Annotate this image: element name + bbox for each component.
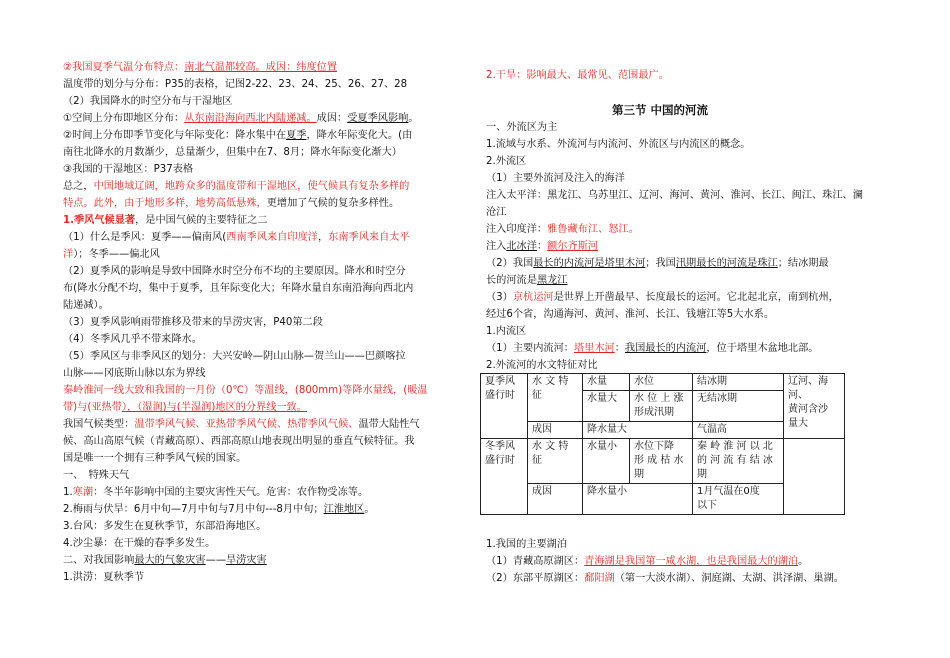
line-lakes: 1.我国的主要湖泊 xyxy=(486,539,568,550)
line-monsoon-title: 1.季风气候显著，是中国气候的主要特征之二 xyxy=(63,215,268,226)
line-drought: 2.干旱：影响最大、最常见、范围最广。 xyxy=(486,70,669,81)
table-row xyxy=(481,439,845,484)
line-precip-heading: （2）我国降水的时空分布与干湿地区 xyxy=(63,96,233,107)
circled-number: ② xyxy=(63,62,73,73)
text-segment: 我国夏季气温分布特点： xyxy=(72,62,185,73)
line-temporal-distribution: ②时间上分布即季节变化与年际变化：降水集中在夏季，降水年际变化大。(由 xyxy=(63,130,413,141)
table-cell: 水 位 上 涨 形成汛期 xyxy=(630,391,693,422)
line-summary-2: 特点。此外，由于地形多样，地势高低悬殊，更增加了气候的复杂多样性。 xyxy=(63,198,400,209)
line-text: （5）季风区与非季风区的划分：大兴安岭—阴山山脉—贺兰山——巴颜喀拉 xyxy=(63,351,406,362)
line-flood: 1.洪涝：夏秋季节 xyxy=(63,572,145,583)
line-sandstorm: 4.沙尘暴：在干燥的春季多发生。 xyxy=(63,538,216,549)
table-cell: 降水量小 xyxy=(583,484,693,515)
line-arctic: 注入北冰洋：额尔齐斯河 xyxy=(486,241,599,252)
line-text: 2.外流区 xyxy=(486,156,527,167)
line-pacific: 注入太平洋：黑龙江、乌苏里江、辽河、海河、黄河、淮河、长江、闽江、珠江、澜 xyxy=(486,190,863,201)
table-cell: 1月气温在0度 以下 xyxy=(693,484,784,515)
line-qinling-huaihe-2: 带)与(亚热带），（湿润)与(半湿润)地区的分界线一致。 xyxy=(63,402,307,413)
line-text: 1.流域与水系、外流河与内流河、外流区与内流区的概念。 xyxy=(486,139,751,150)
line-text: （3）夏季风影响雨带推移及带来的旱涝灾害，P40第二段 xyxy=(63,317,323,328)
line-summer-temp xyxy=(63,61,337,74)
highlight-text: 从东南沿海向西北内陆递减。 xyxy=(184,113,317,124)
table-cell: 成因 xyxy=(528,422,583,439)
line-monsoon-def: （1）什么是季风：夏季——偏南风(西南季风来自印度洋，东南季风来自太平 xyxy=(63,232,410,243)
table-cell: 水量大 xyxy=(583,391,630,422)
line-text: 经过6个省，沟通海河、黄河、淮河、长江、钱塘江等5大水系。 xyxy=(486,309,775,320)
line-canal: （3）京杭运河是世界上开凿最早、长度最长的运河。它北起北京，南到杭州， xyxy=(486,292,839,303)
line-text: 山脉——冈底斯山脉以东为界线 xyxy=(63,368,206,379)
line-monsoon-def-2: 洋）；冬季——偏北风 xyxy=(63,249,160,260)
table-cell xyxy=(784,439,845,515)
section-title: 第三节 中国的河流 xyxy=(612,103,709,117)
line-disaster: 二、对我国影响最大的气象灾害——旱涝灾害 xyxy=(63,555,267,566)
line-spatial-distribution: ①空间上分布即地区分布：从东南沿海向西北内陆递减。成因：受夏季风影响。 xyxy=(63,113,419,124)
line-cold-wave: 1.寒潮：冬半年影响中国的主要灾害性天气。危害：农作物受冻等。 xyxy=(63,487,369,498)
table-row xyxy=(481,374,845,391)
table-cell: 无结冰期 xyxy=(693,391,784,422)
line-text: ③我国的干湿地区：P37表格 xyxy=(63,164,194,175)
line-meiyu: 2.梅雨与伏旱：6月中旬—7月中旬与7月中旬---8月中旬；江淮地区。 xyxy=(63,504,375,515)
line-text: 沧江 xyxy=(486,207,507,218)
line-text: （4）冬季风几乎不带来降水。 xyxy=(63,334,202,345)
line-text: 候、高山高原气候（青藏高原）、西部高原山地表现出明显的垂直气候特征。我 xyxy=(63,436,415,447)
line-climate-types: 我国气候类型：温带季风气候、亚热带季风气候、热带季风气候、温带大陆性气 xyxy=(63,419,420,430)
table-cell: 水量 xyxy=(583,374,630,391)
line-text: 2.外流河的水文特征对比 xyxy=(486,360,598,371)
line-special-weather: 一、 特殊天气 xyxy=(63,470,130,481)
line-indian-ocean: 注入印度洋：雅鲁藏布江、怒江。 xyxy=(486,224,639,235)
table-cell: 降水量大 xyxy=(583,422,693,439)
line-text: 一、外流区为主 xyxy=(486,122,558,133)
line-typhoon: 3.台风：多发生在夏秋季节，东部沿海地区。 xyxy=(63,521,267,532)
table-cell: 水位 xyxy=(630,374,693,391)
line-text: 布(降水分配不均，集中于夏季，且年际变化大；年降水量自东南沿海向西北内 xyxy=(63,283,414,294)
table-cell: 气温高 xyxy=(693,422,784,439)
line-text: （1）主要外流河及注入的海洋 xyxy=(486,173,625,184)
line-text: 南往北降水的月数渐少，总量渐少，但集中在7、8月；降水年际变化渐大） xyxy=(63,147,402,158)
table-cell: 水量小 xyxy=(583,439,630,484)
line-text: （2）夏季风的影响是导致中国降水时空分布不均的主要原因。降水和时空分 xyxy=(63,266,406,277)
table-cell: 秦 岭 淮 河 以 北 的 河 流 有 结 冰 期 xyxy=(693,439,784,484)
line-temp-zones: 温度带的划分与分布：P35的表格，记图2-22、23、24、25、26、27、28 xyxy=(63,79,408,90)
table-cell: 成因 xyxy=(528,484,583,515)
line-longest-river: （2）我国最长的内流河是塔里木河；我国汛期最长的河流是珠江；结冰期最 xyxy=(486,258,829,269)
table-cell: 冬季风 盛行时 xyxy=(481,439,528,515)
table-cell: 水 文 特 征 xyxy=(528,374,583,422)
table-cell: 水 文 特 征 xyxy=(528,439,583,484)
line-qinghai-lake: （1）青藏高原湖区：青海湖是我国第一咸水湖，也是我国最大的湖泊。 xyxy=(486,556,809,567)
table-cell: 结冰期 xyxy=(693,374,784,391)
table-cell: 夏季风 盛行时 xyxy=(481,374,528,439)
line-text: 1.内流区 xyxy=(486,326,527,337)
line-poyang-lake: （2）东部平原湖区：鄱阳湖（第一大淡水湖）、洞庭湖、太湖、洪泽湖、巢湖。 xyxy=(486,573,844,584)
table-cell: 辽河、海 河、 黄河含沙 量大 xyxy=(784,374,845,439)
table-cell: 水位下降 形 成 枯 水 期 xyxy=(630,439,693,484)
hydrology-table xyxy=(480,373,845,515)
line-inland-river: （1）主要内流河：塔里木河：我国最长的内流河，位于塔里木盆地北部。 xyxy=(486,343,819,354)
line-qinling-huaihe: 秦岭淮河一线大致和我国的一月份（0℃）等温线，(800mm)等降水量线，(暖温 xyxy=(63,385,428,396)
line-heilongjiang: 长的河流是黑龙江 xyxy=(486,275,568,286)
line-text: 陆递减）。 xyxy=(63,300,109,311)
highlight-text: 南北气温都较高。成因：纬度位置 xyxy=(184,62,338,73)
line-text: 国是唯一一个拥有三种季风气候的国家。 xyxy=(63,453,247,464)
line-summary: 总之，中国地域辽阔，地跨众多的温度带和干湿地区，使气候具有复杂多样的 xyxy=(63,181,410,192)
